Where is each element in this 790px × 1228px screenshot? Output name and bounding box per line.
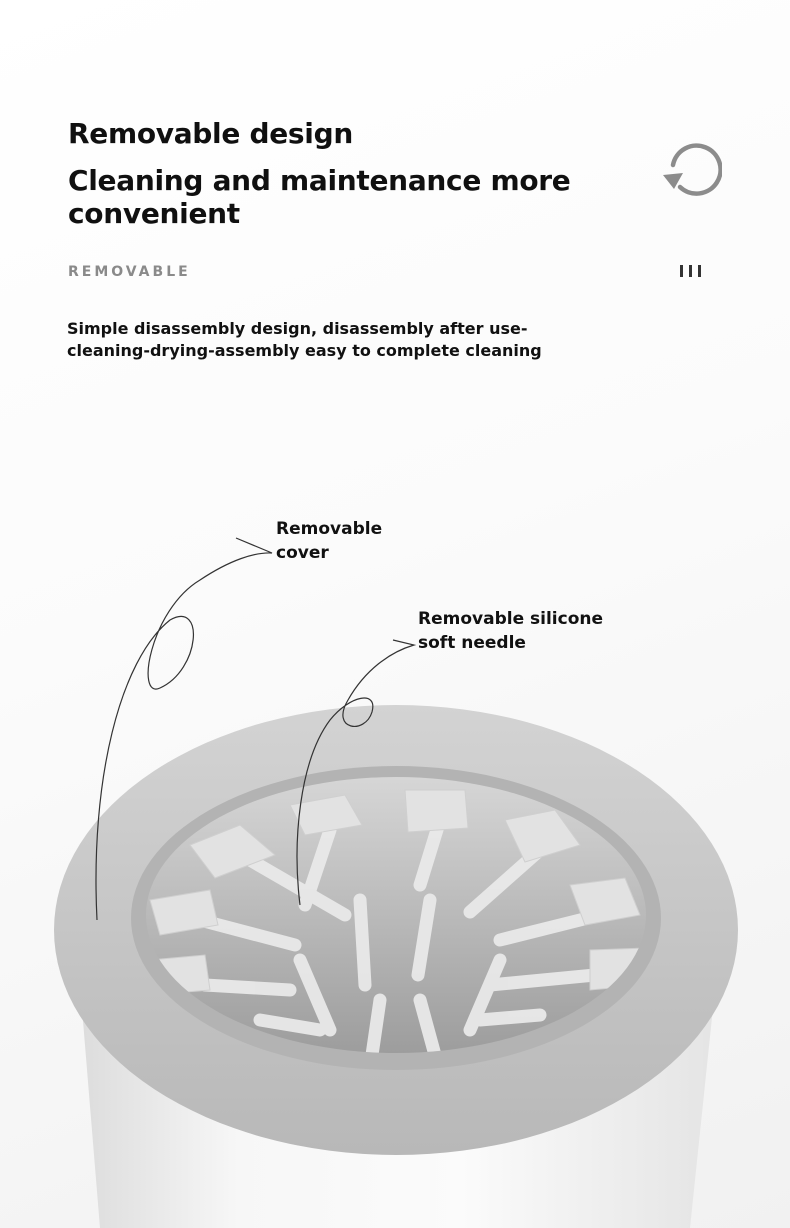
description-line-2: cleaning-drying-assembly easy to complete cleaning <box>67 341 542 360</box>
callout-cover-line-1: Removable <box>276 519 383 539</box>
description <box>67 318 587 362</box>
description-line-1: Simple disassembly design, disassembly after use- <box>67 319 528 338</box>
callout-removable-cover <box>276 517 382 565</box>
callout-needle-line-1: Removable silicone <box>418 609 603 629</box>
cup-interior <box>146 777 646 1053</box>
refresh-icon <box>660 140 722 198</box>
callout-cover-line-2: cover <box>276 543 329 563</box>
product-illustration <box>0 640 790 1228</box>
page-title: Removable design <box>68 117 353 150</box>
callout-removable-needle <box>418 607 603 655</box>
triple-bar-icon <box>680 265 704 279</box>
callout-needle-line-2: soft needle <box>418 633 526 653</box>
section-label: REMOVABLE <box>68 264 191 280</box>
page-subtitle: Cleaning and maintenance more convenient <box>68 164 571 230</box>
